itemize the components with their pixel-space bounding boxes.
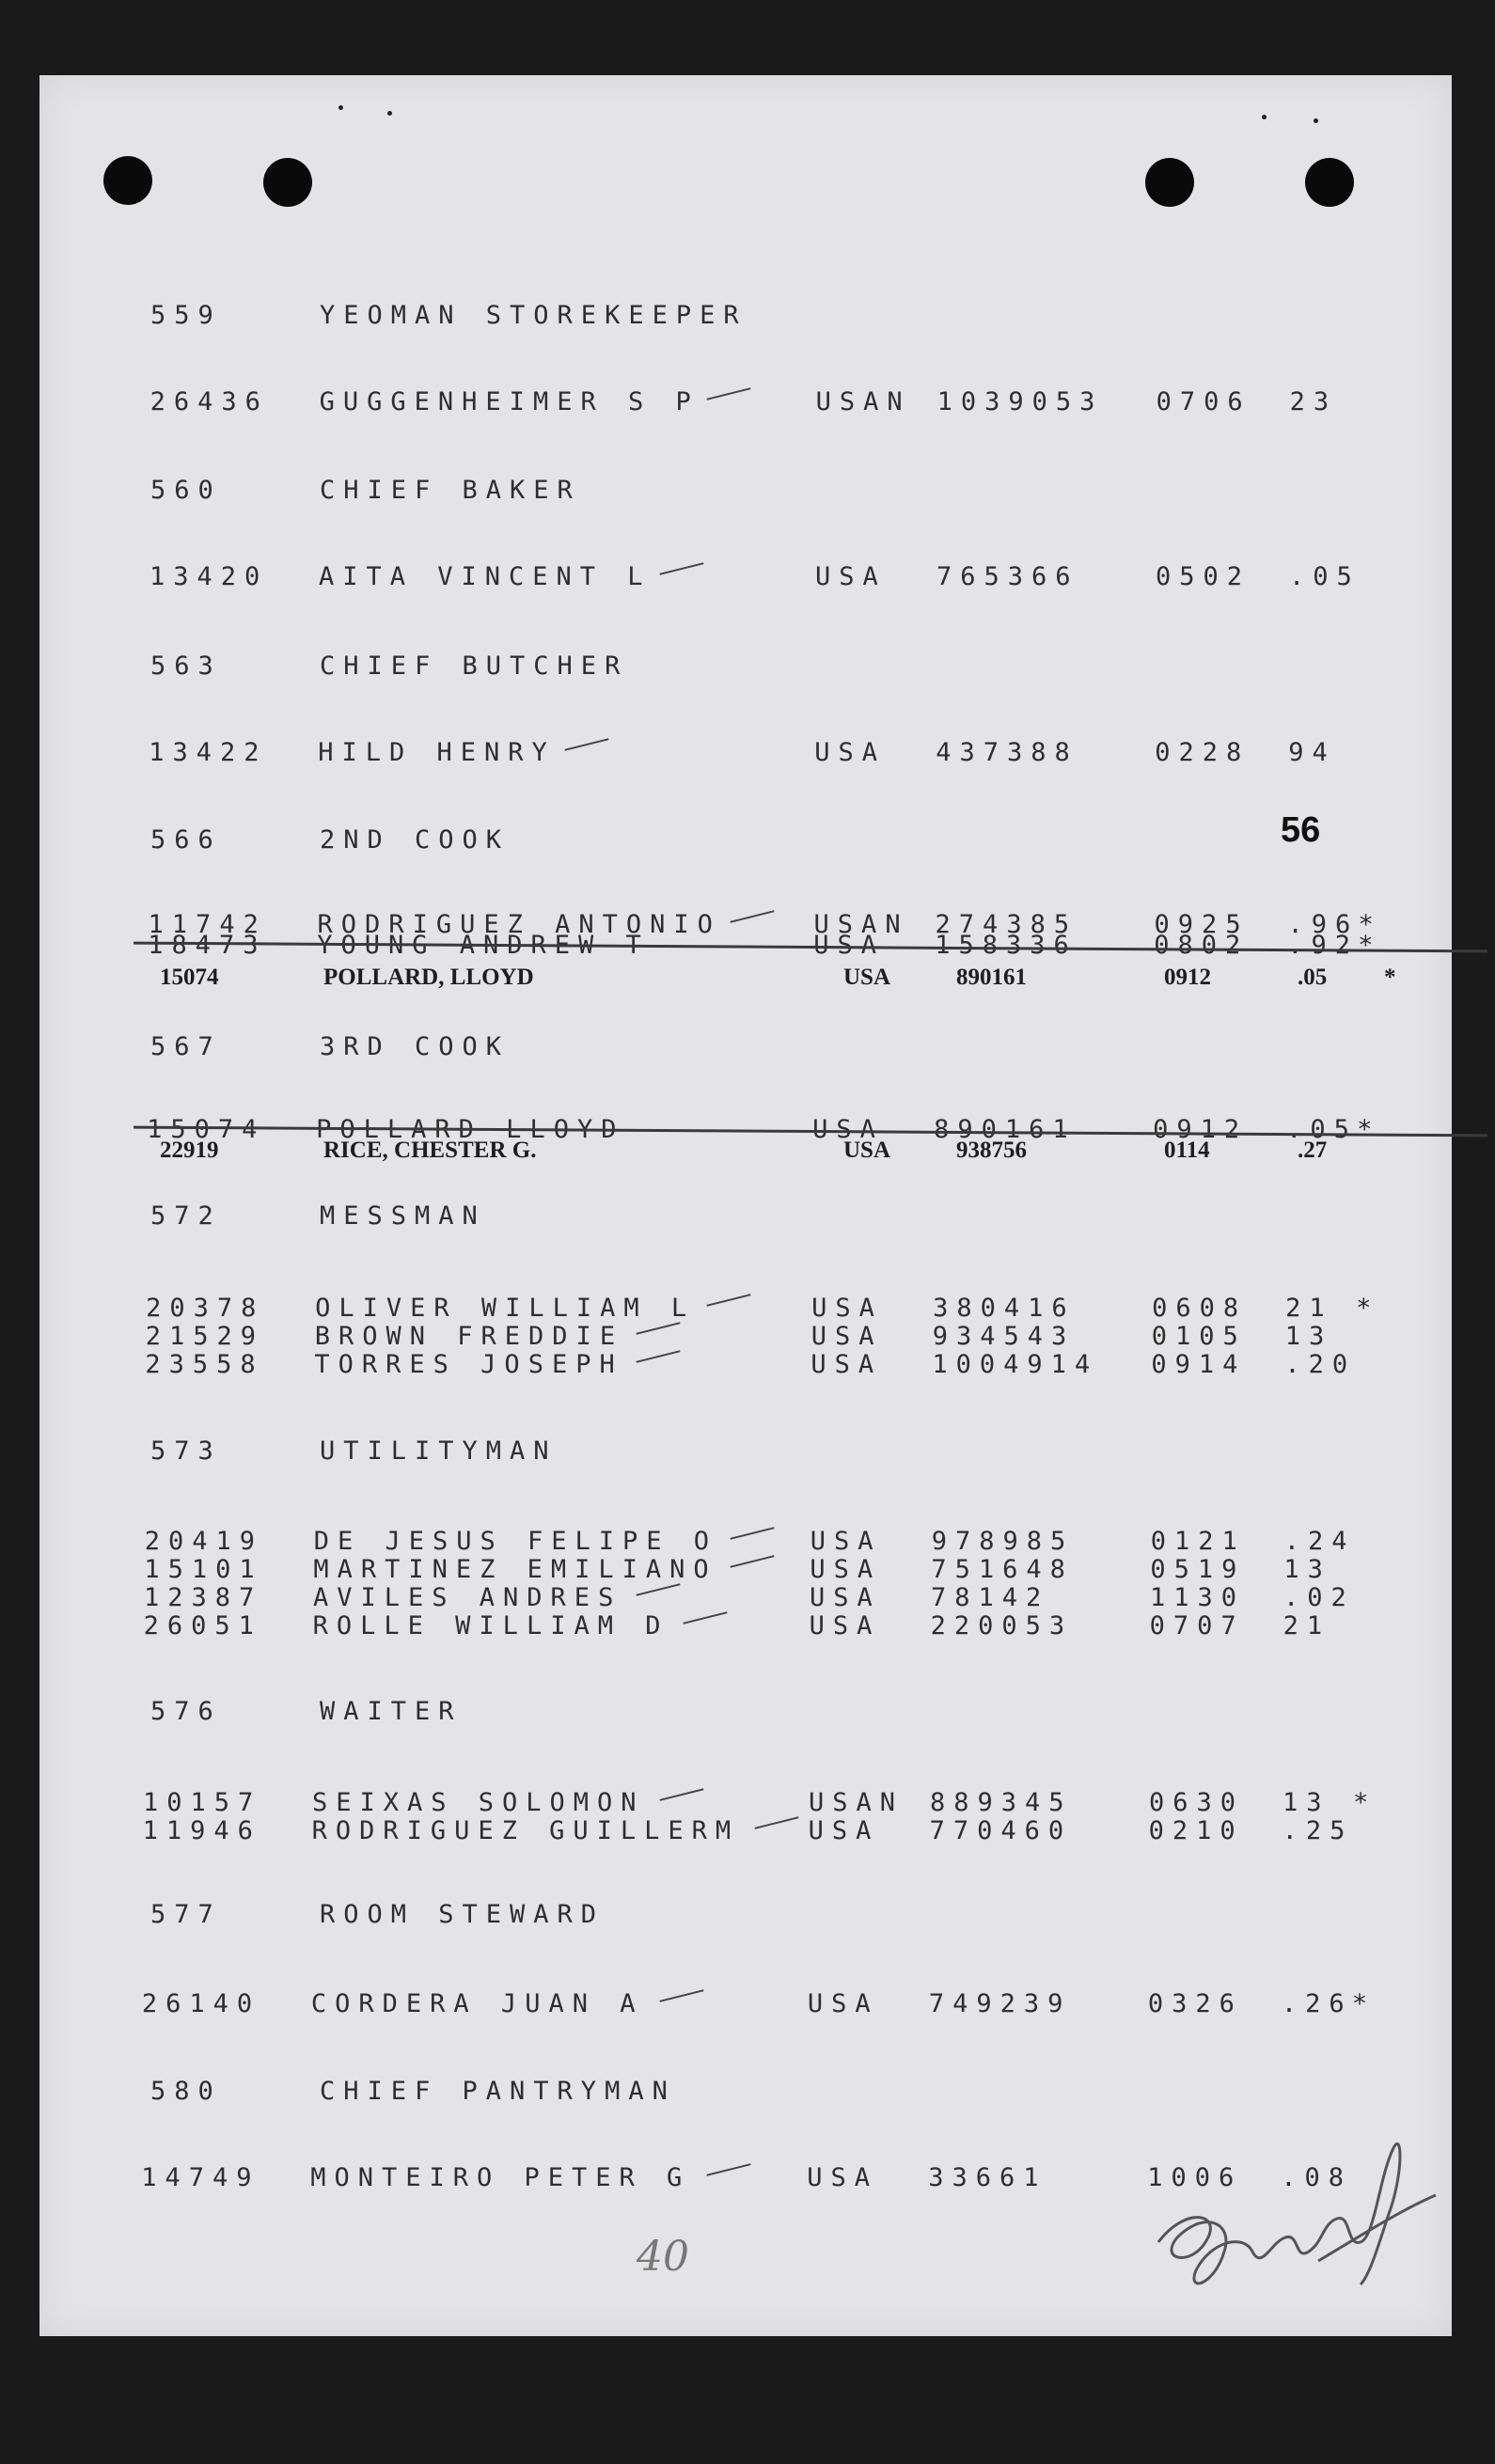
entry-nat: USA bbox=[810, 1322, 883, 1351]
entry-val: 94 bbox=[1288, 738, 1336, 767]
heading-title: CHIEF BAKER bbox=[320, 476, 581, 505]
entry-val: 23 bbox=[1289, 387, 1338, 416]
heading-code: 567 bbox=[150, 1032, 222, 1061]
entry-name: MONTEIRO PETER G bbox=[310, 2163, 691, 2192]
entry-val: .20 bbox=[1284, 1350, 1357, 1379]
entry-id: 978985 bbox=[931, 1527, 1075, 1556]
entry-date: 0105 bbox=[1151, 1322, 1247, 1351]
speck bbox=[338, 105, 343, 110]
entry-date: 0912 bbox=[1153, 1115, 1249, 1144]
entry-date: 0502 bbox=[1155, 562, 1251, 591]
heading-title: YEOMAN STOREKEEPER bbox=[320, 301, 748, 330]
entry-nat: USA bbox=[810, 1555, 882, 1584]
entry-name: MARTINEZ EMILIANO bbox=[313, 1555, 717, 1584]
entry-id: 934543 bbox=[932, 1322, 1076, 1351]
entry-date: 1130 bbox=[1150, 1583, 1246, 1612]
entry-nat: USA bbox=[843, 1138, 891, 1163]
page-number: 56 bbox=[1281, 810, 1321, 850]
check-mark bbox=[731, 1555, 775, 1568]
entry-val: 13 bbox=[1283, 1555, 1331, 1584]
entry-name: ROLLE WILLIAM D bbox=[312, 1611, 669, 1640]
entry-name: AITA VINCENT L bbox=[318, 562, 652, 591]
entry-name: YOUNG ANDREW T bbox=[317, 931, 650, 960]
entry-val: 21 bbox=[1285, 1294, 1333, 1323]
entry-name: RODRIGUEZ ANTONIO bbox=[317, 910, 721, 939]
entry-num: 22919 bbox=[160, 1138, 219, 1163]
punch-hole bbox=[103, 156, 152, 205]
entry-name: POLLARD, LLOYD bbox=[323, 965, 534, 990]
heading-title: UTILITYMAN bbox=[320, 1436, 558, 1466]
entry-num: 11946 bbox=[142, 1816, 261, 1845]
entry-val: 13 bbox=[1284, 1322, 1333, 1351]
entry-id: 765366 bbox=[936, 562, 1079, 591]
heading-title: CHIEF PANTRYMAN bbox=[320, 2077, 676, 2106]
heading-code: 572 bbox=[150, 1201, 222, 1231]
heading-code: 577 bbox=[150, 1900, 222, 1929]
check-mark bbox=[707, 387, 751, 400]
heading-title: 3RD COOK bbox=[320, 1032, 511, 1061]
check-mark bbox=[636, 1322, 680, 1335]
entry-num: 20419 bbox=[144, 1527, 263, 1556]
entry-id: 890161 bbox=[956, 965, 1027, 990]
check-mark bbox=[707, 1294, 751, 1307]
entry-date: 0912 bbox=[1164, 965, 1211, 990]
check-mark bbox=[683, 1611, 727, 1624]
entry-num: 13420 bbox=[149, 562, 269, 591]
check-mark bbox=[636, 1583, 680, 1596]
entry-id: 437388 bbox=[936, 738, 1078, 767]
entry-date: 0914 bbox=[1151, 1350, 1247, 1379]
entry-num: 11742 bbox=[148, 910, 267, 939]
heading-code: 559 bbox=[150, 301, 222, 330]
entry-id: 749239 bbox=[928, 1989, 1072, 2018]
entry-val: .08 bbox=[1281, 2163, 1352, 2192]
entry-name: RICE, CHESTER G. bbox=[323, 1138, 537, 1163]
entry-date: 0114 bbox=[1164, 1138, 1210, 1163]
entry-nat: USA bbox=[814, 562, 887, 591]
entry-id: 274385 bbox=[935, 910, 1078, 939]
entry-num: 26436 bbox=[150, 387, 269, 416]
entry-num: 23558 bbox=[145, 1350, 264, 1379]
entry-date: 0707 bbox=[1149, 1611, 1245, 1640]
entry-name: SEIXAS SOLOMON bbox=[311, 1788, 645, 1817]
entry-id: 770460 bbox=[929, 1816, 1073, 1845]
check-mark bbox=[754, 1816, 798, 1829]
entry-val: .05 bbox=[1288, 562, 1361, 591]
entry-num: 20378 bbox=[146, 1294, 265, 1323]
check-mark bbox=[636, 1350, 680, 1363]
entry-num: 21529 bbox=[145, 1322, 265, 1351]
entry-mark: * bbox=[1356, 1294, 1380, 1323]
heading-title: 2ND COOK bbox=[320, 825, 511, 855]
heading-title: MESSMAN bbox=[320, 1201, 486, 1231]
entry-date: 0228 bbox=[1155, 738, 1251, 767]
entry-num: 14749 bbox=[141, 2163, 260, 2192]
entry-mark: * bbox=[1384, 965, 1396, 990]
punch-hole bbox=[1305, 158, 1354, 207]
entry-nat: USAN bbox=[813, 910, 909, 939]
heading-code: 563 bbox=[150, 651, 222, 681]
entry-date: 0802 bbox=[1154, 931, 1250, 960]
entry-date: 0630 bbox=[1148, 1788, 1244, 1817]
entry-mark: * bbox=[1352, 1788, 1377, 1817]
entry-nat: USA bbox=[812, 1115, 884, 1144]
entry-val: .92 bbox=[1287, 931, 1359, 960]
punch-hole bbox=[1145, 158, 1194, 207]
entry-num: 26140 bbox=[141, 1989, 261, 2018]
entry-name: OLIVER WILLIAM L bbox=[315, 1294, 696, 1323]
entry-nat: USA bbox=[807, 2163, 878, 2192]
entry-date: 0519 bbox=[1150, 1555, 1246, 1584]
speck bbox=[1314, 118, 1318, 123]
entry-id: 1004914 bbox=[932, 1350, 1099, 1379]
entry-name: RODRIGUEZ GUILLERM bbox=[311, 1816, 740, 1845]
entry-val: .05 bbox=[1286, 1115, 1358, 1144]
entry-name: GUGGENHEIMER S P bbox=[319, 387, 700, 416]
entry-name: POLLARD LLOYD bbox=[316, 1115, 625, 1144]
heading-title: WAITER bbox=[320, 1697, 463, 1726]
speck bbox=[1262, 115, 1267, 119]
entry-name: CORDERA JUAN A bbox=[310, 1989, 644, 2018]
entry-nat: USA bbox=[810, 1527, 882, 1556]
entry-num: 15101 bbox=[144, 1555, 263, 1584]
signature bbox=[1121, 2120, 1440, 2308]
check-mark bbox=[659, 1788, 703, 1801]
heading-title: ROOM STEWARD bbox=[320, 1900, 606, 1929]
entry-date: 0326 bbox=[1147, 1989, 1243, 2018]
check-mark bbox=[731, 910, 775, 923]
entry-id: 1039053 bbox=[936, 387, 1104, 416]
entry-date: 0210 bbox=[1148, 1816, 1244, 1845]
entry-nat: USA bbox=[808, 1816, 880, 1845]
entry-id: 938756 bbox=[956, 1138, 1027, 1163]
entry-id: 158336 bbox=[935, 931, 1078, 960]
entry-val: .27 bbox=[1298, 1138, 1328, 1163]
entry-nat: USAN bbox=[808, 1788, 904, 1817]
entry-val: .96 bbox=[1287, 910, 1360, 939]
entry-name: AVILES ANDRES bbox=[313, 1583, 622, 1612]
entry-nat: USA bbox=[811, 1294, 883, 1323]
entry-num: 26051 bbox=[143, 1611, 262, 1640]
entry-name: HILD HENRY bbox=[318, 738, 556, 767]
entry-nat: USA bbox=[809, 1611, 881, 1640]
entry-name: DE JESUS FELIPE O bbox=[313, 1527, 718, 1556]
entry-id: 33661 bbox=[928, 2163, 1047, 2192]
entry-id: 889345 bbox=[929, 1788, 1073, 1817]
pencil-note: 40 bbox=[637, 2233, 689, 2281]
entry-date: 0608 bbox=[1152, 1294, 1248, 1323]
entry-date: 0925 bbox=[1154, 910, 1250, 939]
entry-id: 220053 bbox=[930, 1611, 1074, 1640]
entry-id: 380416 bbox=[933, 1294, 1076, 1323]
entry-nat: USA bbox=[810, 1350, 883, 1379]
heading-title: CHIEF BUTCHER bbox=[320, 651, 629, 681]
check-mark bbox=[731, 1527, 775, 1540]
entry-num: 13422 bbox=[149, 738, 268, 767]
entry-mark: * bbox=[1357, 1115, 1381, 1144]
entry-val: 13 bbox=[1282, 1788, 1330, 1817]
entry-val: .05 bbox=[1298, 965, 1328, 990]
entry-nat: USA bbox=[807, 1989, 879, 2018]
entry-val: .25 bbox=[1282, 1816, 1354, 1845]
entry-num: 10157 bbox=[142, 1788, 262, 1817]
entry-nat: USA bbox=[843, 965, 891, 990]
entry-val: 21 bbox=[1283, 1611, 1331, 1640]
heading-code: 560 bbox=[150, 476, 222, 505]
entry-nat: USA bbox=[810, 1583, 881, 1612]
entry-name: BROWN FREDDIE bbox=[314, 1322, 624, 1351]
entry-val: .02 bbox=[1283, 1583, 1355, 1612]
entry-num: 15074 bbox=[147, 1115, 266, 1144]
heading-code: 566 bbox=[150, 825, 222, 855]
entry-name: TORRES JOSEPH bbox=[314, 1350, 623, 1379]
entry-id: 78142 bbox=[931, 1583, 1050, 1612]
heading-code: 573 bbox=[150, 1436, 222, 1466]
punch-hole bbox=[263, 158, 312, 207]
entry-nat: USAN bbox=[815, 387, 911, 416]
check-mark bbox=[659, 1989, 703, 2002]
entry-val: .26 bbox=[1281, 1989, 1353, 2018]
check-mark bbox=[707, 2163, 751, 2176]
entry-date: 0706 bbox=[1156, 387, 1251, 416]
entry-nat: USA bbox=[814, 738, 887, 767]
entry-date: 1006 bbox=[1147, 2163, 1243, 2192]
entry-mark: * bbox=[1358, 931, 1382, 960]
entry-num: 12387 bbox=[144, 1583, 263, 1612]
entry-nat: USA bbox=[813, 931, 885, 960]
entry-mark: * bbox=[1351, 1989, 1377, 2018]
heading-code: 576 bbox=[150, 1697, 222, 1726]
entry-id: 890161 bbox=[934, 1115, 1077, 1144]
entry-val: .24 bbox=[1283, 1527, 1356, 1556]
entry-mark: * bbox=[1358, 910, 1382, 939]
heading-code: 580 bbox=[150, 2077, 222, 2106]
entry-num: 18473 bbox=[148, 931, 267, 960]
speck bbox=[387, 111, 392, 116]
entry-date: 0121 bbox=[1150, 1527, 1246, 1556]
entry-id: 751648 bbox=[931, 1555, 1074, 1584]
entry-num: 15074 bbox=[160, 965, 219, 990]
document-page bbox=[39, 75, 1452, 2336]
check-mark bbox=[564, 738, 608, 751]
check-mark bbox=[659, 562, 703, 575]
